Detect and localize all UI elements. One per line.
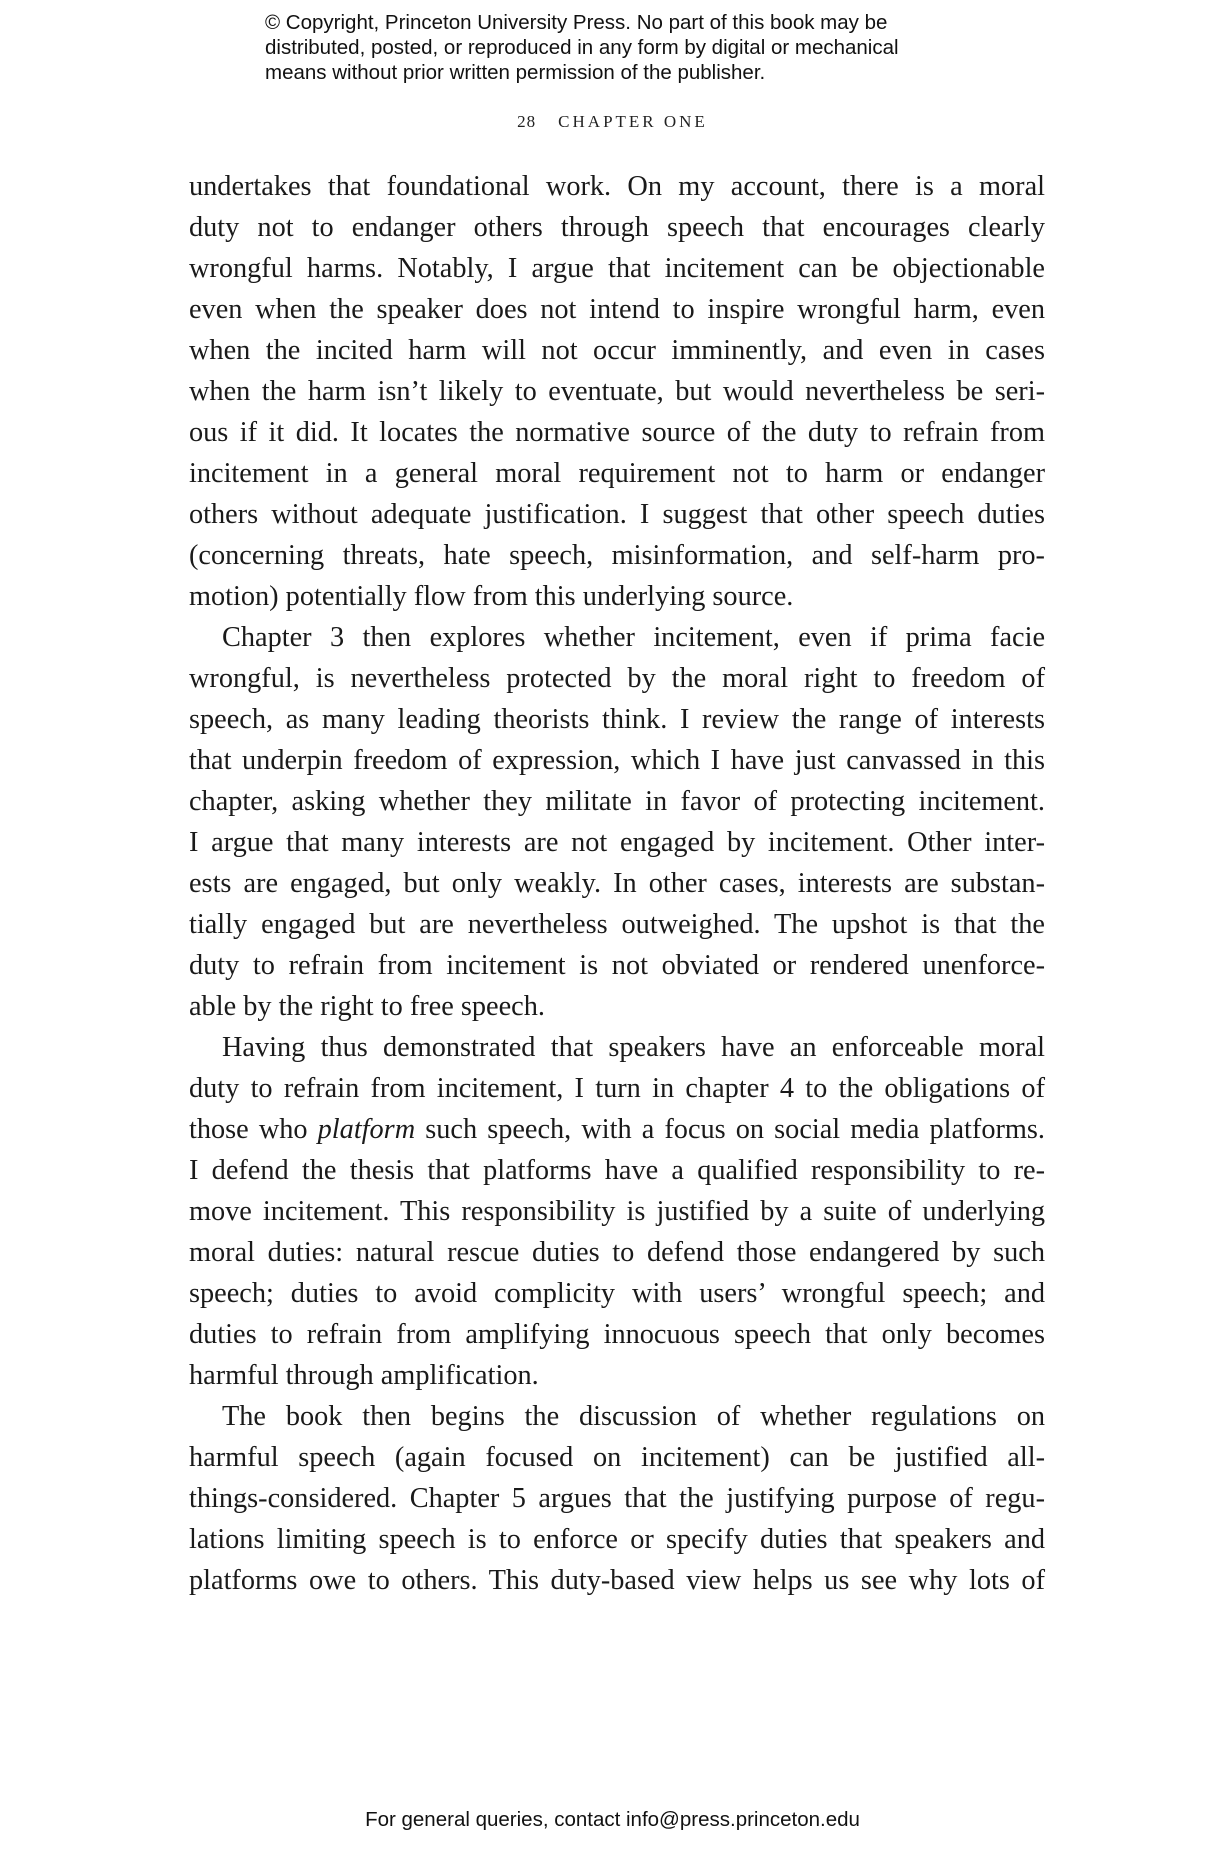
text-line: ests are engaged, but only weakly. In other cases, interests are substan- [189, 868, 1045, 899]
text-line: harmful through amplification. [189, 1360, 539, 1391]
text-line: duties to refrain from amplifying innocuous speech that only becomes [189, 1319, 1045, 1350]
text-line: harmful speech (again focused on incitement) can be justified all- [189, 1442, 1045, 1473]
body-text [189, 166, 1045, 1601]
emphasized-word: platform [317, 1114, 416, 1145]
text-line: chapter, asking whether they militate in favor of protecting incitement. [189, 786, 1045, 817]
text-line: even when the speaker does not intend to inspire wrongful harm, even [189, 294, 1045, 325]
text-line: that underpin freedom of expression, which I have just canvassed in this [189, 745, 1045, 776]
text-line: move incitement. This responsibility is justified by a suite of underlying [189, 1196, 1045, 1227]
text-line: undertakes that foundational work. On my account, there is a moral [189, 171, 1045, 202]
text-line: Chapter 3 then explores whether incitement, even if prima facie [222, 622, 1045, 653]
text-line: wrongful harms. Notably, I argue that incitement can be objectionable [189, 253, 1045, 284]
text-line: speech, as many leading theorists think. I review the range of interests [189, 704, 1045, 735]
text-line-with-emphasis [189, 1109, 1045, 1150]
text-line: platforms owe to others. This duty-based view helps us see why lots of [189, 1565, 1045, 1596]
text-line: duty to refrain from incitement is not obviated or rendered unenforce- [189, 950, 1045, 981]
footer-contact: For general queries, contact info@press.princeton.edu [365, 1808, 860, 1831]
text-line: I argue that many interests are not engaged by incitement. Other inter- [189, 827, 1045, 858]
text-line: when the harm isn’t likely to eventuate, but would nevertheless be seri- [189, 376, 1045, 407]
text-segment: such speech, with a focus on social media platforms. [415, 1114, 1045, 1145]
text-line: The book then begins the discussion of whether regulations on [222, 1401, 1045, 1432]
running-head [0, 112, 1225, 132]
text-line: duty not to endanger others through speech that encourages clearly [189, 212, 1045, 243]
copyright-line: © Copyright, Princeton University Press. No part of this book may be [265, 11, 888, 34]
text-line: duty to refrain from incitement, I turn in chapter 4 to the obligations of [189, 1073, 1045, 1104]
text-line: I defend the thesis that platforms have a qualified responsibility to re- [189, 1155, 1045, 1186]
text-segment: those who [189, 1114, 318, 1145]
text-line: (concerning threats, hate speech, misinformation, and self-harm pro- [189, 540, 1045, 571]
text-line: able by the right to free speech. [189, 991, 545, 1022]
text-line: when the incited harm will not occur imminently, and even in cases [189, 335, 1045, 366]
copyright-line: distributed, posted, or reproduced in any form by digital or mechanical [265, 36, 899, 59]
text-line: tially engaged but are nevertheless outweighed. The upshot is that the [189, 909, 1045, 940]
text-line: Having thus demonstrated that speakers have an enforceable moral [222, 1032, 1045, 1063]
text-line: others without adequate justification. I suggest that other speech duties [189, 499, 1045, 530]
text-line: moral duties: natural rescue duties to defend those endangered by such [189, 1237, 1045, 1268]
text-line: wrongful, is nevertheless protected by the moral right to freedom of [189, 663, 1045, 694]
text-line: motion) potentially flow from this underlying source. [189, 581, 794, 612]
copyright-line: means without prior written permission of the publisher. [265, 61, 766, 84]
text-line: things-considered. Chapter 5 argues that the justifying purpose of regu- [189, 1483, 1045, 1514]
text-line: speech; duties to avoid complicity with users’ wrongful speech; and [189, 1278, 1045, 1309]
text-line: lations limiting speech is to enforce or specify duties that speakers and [189, 1524, 1045, 1555]
page-number: 28 [517, 112, 537, 131]
text-line: ous if it did. It locates the normative source of the duty to refrain from [189, 417, 1045, 448]
chapter-title: CHAPTER ONE [558, 112, 708, 131]
copyright-notice [265, 10, 1025, 85]
text-line: incitement in a general moral requirement not to harm or endanger [189, 458, 1045, 489]
